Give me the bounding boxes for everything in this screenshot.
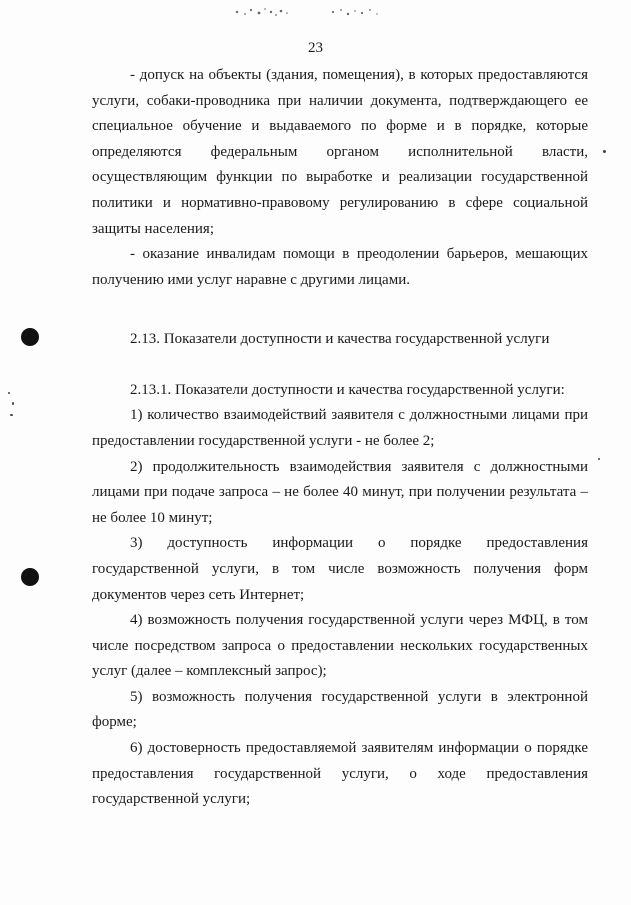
punch-hole-top <box>21 328 39 346</box>
list-item: 3) доступность информации о порядке предоставления государственной услуги, в том числе возможность получения форм документов через сеть Интернет; <box>92 535 588 603</box>
scan-speck <box>603 150 606 153</box>
subsection-heading: 2.13.1. Показатели доступности и качества государственной услуги: <box>130 382 565 399</box>
spacer <box>92 352 588 378</box>
list-item: 1) количество взаимодействий заявителя с должностными лицами при предоставлении государственной услуги - не более 2; <box>92 407 588 449</box>
scan-speck <box>598 458 600 460</box>
scan-speck <box>8 392 10 394</box>
scan-artifact-top <box>215 4 395 20</box>
paragraph-guide-dog: - допуск на объекты (здания, помещения), в которых предоставляются услуги, собаки-проводника при наличии документа, подтверждающего ее специальное обучение и выдаваемого по форме и в порядке, которые определяются федеральным органом исполнительной власти, осуществляющим функции по выработке и реализации государственной политики и нормативно-правовому регулированию в сфере социальной защиты населения; <box>92 67 588 237</box>
punch-hole-bottom <box>21 568 39 586</box>
document-body <box>92 63 588 813</box>
list-item: 4) возможность получения государственной услуги через МФЦ, в том числе посредством запроса о предоставлении нескольких государственных услуг (далее – комплексный запрос); <box>92 612 588 680</box>
scan-speck <box>12 402 14 405</box>
list-item: 6) достоверность предоставляемой заявителям информации о порядке предоставления государственной услуги, о ходе предоставления государственной услуги; <box>92 740 588 808</box>
scan-speck <box>10 414 13 416</box>
list-item: 2) продолжительность взаимодействия заявителя с должностными лицами при подаче запроса – не более 40 минут, при получении результата – не более 10 минут; <box>92 458 588 526</box>
page-number: 23 <box>308 40 323 56</box>
section-heading: 2.13. Показатели доступности и качества государственной услуги <box>130 331 550 348</box>
paragraph-assistance: - оказание инвалидам помощи в преодолении барьеров, мешающих получению ими услуг наравне с другими лицами. <box>92 246 588 288</box>
spacer <box>92 293 588 327</box>
list-item: 5) возможность получения государственной услуги в электронной форме; <box>92 688 588 731</box>
